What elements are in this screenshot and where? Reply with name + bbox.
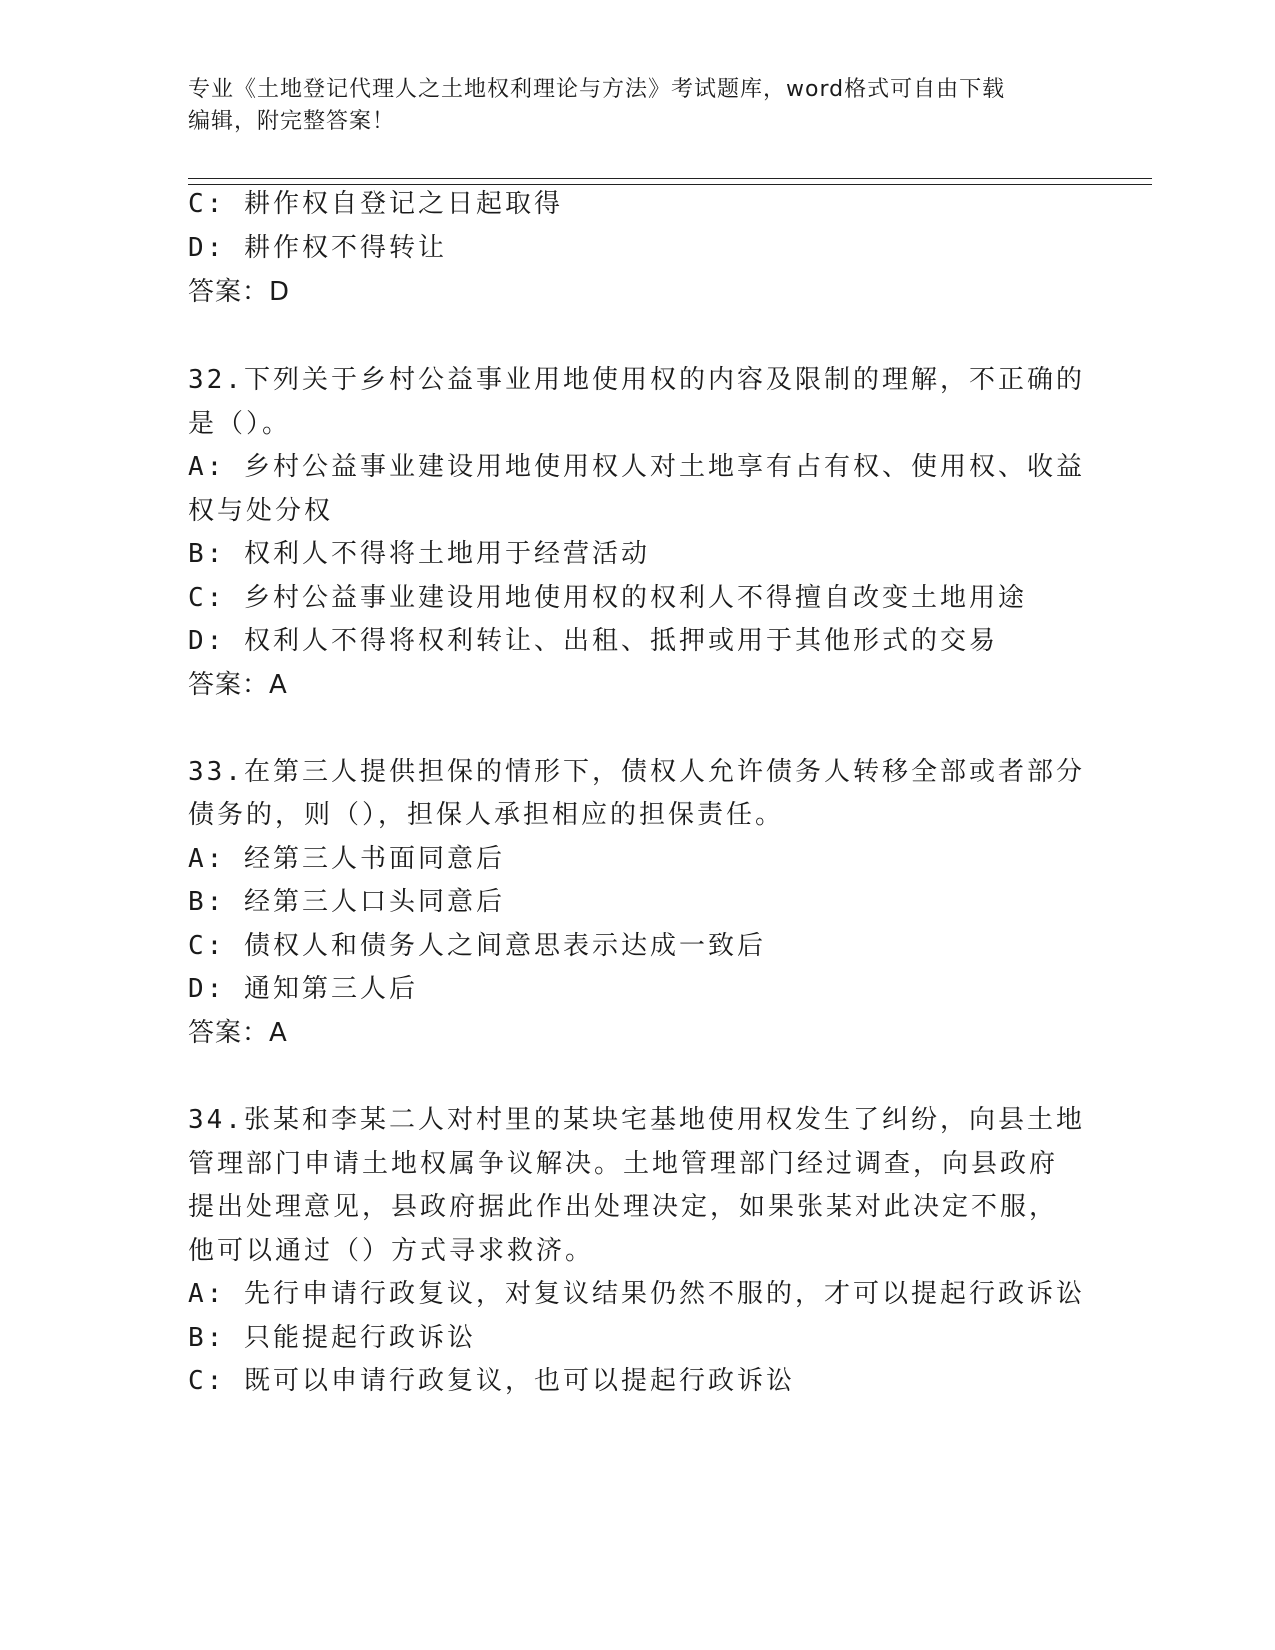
q32-option-c: C: 乡村公益事业建设用地使用权的权利人不得擅自改变土地用途 xyxy=(188,583,1027,613)
q32-answer: 答案：A xyxy=(188,670,288,700)
header-line-2: 编辑，附完整答案！ xyxy=(188,109,396,134)
q33-option-d: D: 通知第三人后 xyxy=(188,974,418,1004)
q34-option-a: A: 先行申请行政复议，对复议结果仍然不服的，才可以提起行政诉讼 xyxy=(188,1279,1085,1309)
q34-option-c: C: 既可以申请行政复议，也可以提起行政诉讼 xyxy=(188,1366,795,1396)
q33-stem-line-2: 债务的，则（），担保人承担相应的担保责任。 xyxy=(188,800,785,830)
q31-option-c: C: 耕作权自登记之日起取得 xyxy=(188,189,563,219)
q33-option-b: B: 经第三人口头同意后 xyxy=(188,887,505,917)
q33-answer: 答案：A xyxy=(188,1018,288,1048)
q34-stem-line-1: 34.张某和李某二人对村里的某块宅基地使用权发生了纠纷，向县土地 xyxy=(188,1105,1085,1135)
q33-option-c: C: 债权人和债务人之间意思表示达成一致后 xyxy=(188,931,766,961)
q32-option-b: B: 权利人不得将土地用于经营活动 xyxy=(188,539,650,569)
q34-stem-line-3: 提出处理意见，县政府据此作出处理决定，如果张某对此决定不服， xyxy=(188,1192,1059,1222)
header-divider-top xyxy=(188,178,1152,179)
q32-option-d: D: 权利人不得将权利转让、出租、抵押或用于其他形式的交易 xyxy=(188,626,998,656)
q32-stem-line-1: 32.下列关于乡村公益事业用地使用权的内容及限制的理解，不正确的 xyxy=(188,365,1085,395)
page-header xyxy=(188,74,1068,138)
q32-option-a-line-1: A: 乡村公益事业建设用地使用权人对土地享有占有权、使用权、收益 xyxy=(188,452,1085,482)
header-line-1: 专业《土地登记代理人之土地权利理论与方法》考试题库，word格式可自由下载 xyxy=(188,77,1006,102)
q32-stem-line-2: 是（）。 xyxy=(188,409,292,439)
q31-answer: 答案：D xyxy=(188,277,291,307)
q34-stem-line-2: 管理部门申请土地权属争议解决。土地管理部门经过调查，向县政府 xyxy=(188,1149,1059,1179)
header-divider-bottom xyxy=(188,184,1152,185)
q32-option-a-line-2: 权与处分权 xyxy=(188,496,334,526)
q33-stem-line-1: 33.在第三人提供担保的情形下，债权人允许债务人转移全部或者部分 xyxy=(188,757,1085,787)
q34-option-b: B: 只能提起行政诉讼 xyxy=(188,1323,476,1353)
q34-stem-line-4: 他可以通过（）方式寻求救济。 xyxy=(188,1236,595,1266)
q31-option-d: D: 耕作权不得转让 xyxy=(188,233,447,263)
q33-option-a: A: 经第三人书面同意后 xyxy=(188,844,505,874)
